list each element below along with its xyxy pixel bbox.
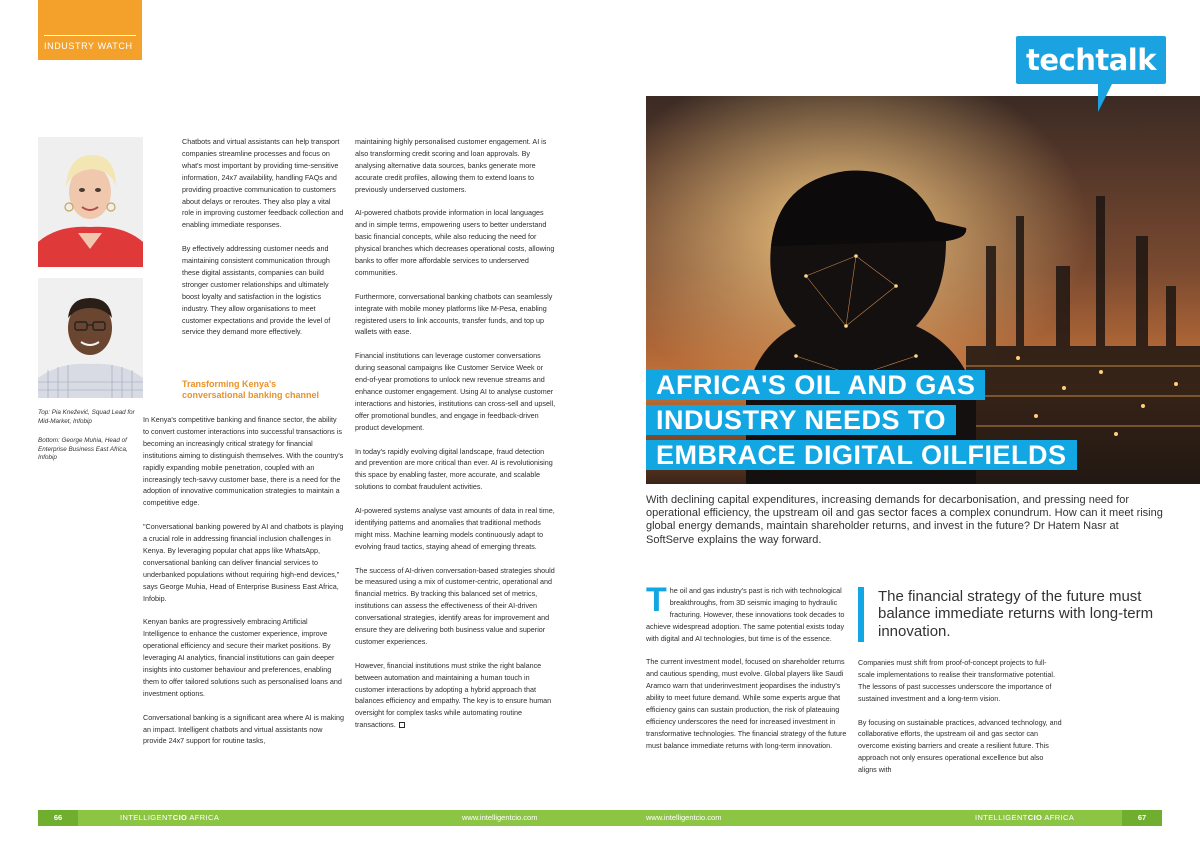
- brand-text-bold: CIO: [172, 813, 188, 822]
- brand-text-post: AFRICA: [1042, 813, 1075, 822]
- portrait-bottom-image: [38, 278, 143, 398]
- section-tag: [38, 0, 142, 60]
- body-paragraph: In today's rapidly evolving digital landscape, fraud detection and prevention are more critical than ever. AI is revolutionising this space by enabling faster, more accurate, and scalable solutions to combat fraudulent activities.: [355, 446, 553, 492]
- brand-text-pre: INTELLIGENT: [975, 813, 1028, 822]
- body-paragraph-final: [355, 660, 557, 731]
- page-number-right: 67: [1122, 810, 1162, 826]
- footer-url-right: www.intelligentcio.com: [646, 813, 722, 822]
- body-paragraph: AI-powered systems analyse vast amounts of data in real time, identifying patterns and anomalies that traditional methods might miss. Machine learning models continuously adapt to evolving fraud tactics, staying ahead of emerging threats.: [355, 506, 555, 551]
- page-number-left: 66: [38, 810, 78, 826]
- footer-brand-left: [120, 810, 219, 826]
- body-paragraph: By effectively addressing customer needs and maintaining consistent communication through these digital assistants, companies can build stronger customer relationships and ultimately boost loyalty and satisfaction in the logistics industry. They allow organisations to meet customer expectations and provide the level of service they demand more effectively.: [182, 244, 331, 337]
- portrait-top-image: [38, 137, 143, 267]
- techtalk-logo-text: techtalk: [1025, 43, 1157, 77]
- headline-line-3: EMBRACE DIGITAL OILFIELDS: [646, 440, 1077, 470]
- body-paragraph: By focusing on sustainable practices, advanced technology, and collaborative efforts, the upstream oil and gas sector can overcome existing barriers and create a resilient future. This approach not only ensures operational excellence but also aligns with: [858, 717, 1062, 775]
- body-paragraph-dropcap: [646, 581, 848, 645]
- portrait-photo-top: [38, 137, 143, 267]
- right-column-right: [858, 657, 1063, 776]
- portrait-photo-bottom: [38, 278, 143, 398]
- right-column-left: [646, 581, 848, 752]
- end-of-article-icon: [399, 722, 405, 728]
- body-paragraph: Financial institutions can leverage customer conversations during seasonal campaigns like Customer Service Week or end-of-year promotions to unlock new revenue streams and enhance customer engagement. Using AI to analyse customer interactions and histories, institutions can cross-sell and upsell, offer promotional bundles, and engage in feedback-driven product development.: [355, 351, 556, 432]
- brand-text-pre: INTELLIGENT: [120, 813, 173, 822]
- pull-quote: The financial strategy of the future must balance immediate returns with long-term innovation.: [878, 588, 1154, 640]
- body-paragraph: In Kenya's competitive banking and finance sector, the ability to convert customer interactions into successful transactions is becoming an increasingly critical strategy for financial institutions aiming to distinguish themselves. With the country's rapidly expanding mobile penetration, coupled with an increasingly tech-savvy customer base, there is a need for the adoption of innovative communication strategies to maintain a competitive edge.: [143, 415, 344, 508]
- brand-text-post: AFRICA: [187, 813, 220, 822]
- dropcap-paragraph-text: he oil and gas industry's past is rich with technological breakthroughs, from 3D seismic imaging to hydraulic fracturing. However, these innovations took decades to achieve widespread adoption. The same potential exists today with digital and AI technologies, but time is of the essence.: [646, 586, 845, 643]
- body-paragraph: Kenyan banks are progressively embracing Artificial Intelligence to enhance the customer experience, improve operational efficiency and secure their market positions. By leveraging AI analytics, financial institutions can gain deeper insights into customer behaviour and preferences, enabling them to offer tailored solutions such as personalised loans and investment options.: [143, 617, 342, 698]
- left-column-lower: [143, 414, 344, 747]
- caption-bottom: Bottom: George Muhia, Head of Enterprise Business East Africa, Infobip: [38, 437, 128, 462]
- headline-line-1: AFRICA'S OIL AND GAS: [646, 370, 985, 400]
- pull-quote-bar: [858, 587, 864, 642]
- subheading-kenya: Transforming Kenya's conversational banking channel: [182, 379, 320, 400]
- brand-text-bold: CIO: [1027, 813, 1043, 822]
- caption-top: Top: Pia Knežević, Squad Lead for Mid-Market, Infobip: [38, 409, 135, 425]
- body-paragraph: maintaining highly personalised customer engagement. AI is also transforming credit scoring and loan approvals. By analysing alternative data sources, banks generate more accurate credit profiles, allowing them to extend loans to previously underserved customers.: [355, 137, 547, 194]
- body-paragraph: AI-powered chatbots provide information in local languages and in simple terms, empowering users to better understand basic financial concepts, while also reducing the need for physical branches which decreases operational costs, allowing banks to offer more affordable services to underserved communities.: [355, 208, 555, 277]
- body-paragraph: "Conversational banking powered by AI and chatbots is playing a crucial role in addressing financial inclusion challenges in Kenya. By leveraging popular chat apps like WhatsApp, conversational banking can deliver financial services to underbanked populations without requiring high-end devices," says George Muhia, Head of Enterprise Business East Africa, Infobip.: [143, 522, 344, 603]
- footer-left: [38, 810, 600, 826]
- body-paragraph: Furthermore, conversational banking chatbots can seamlessly integrate with mobile money platforms like M-Pesa, enabling registered users to link accounts, transfer funds, and top up wallets with ease.: [355, 291, 553, 337]
- section-tag-rule: [44, 35, 136, 36]
- headline-line-2: INDUSTRY NEEDS TO: [646, 405, 956, 435]
- footer-url-left: www.intelligentcio.com: [462, 813, 538, 822]
- drop-cap: T: [646, 581, 667, 619]
- middle-column: [355, 136, 557, 731]
- left-column-upper: [182, 136, 344, 338]
- body-paragraph: The success of AI-driven conversation-based strategies should be measured using a mix of customer-centric, operational and financial metrics. By tracking this balanced set of metrics, institutions can assess the effectiveness of their AI-driven conversational strategies, identify areas for improvement and ensure they are delivering both business value and superior customer experiences.: [355, 565, 555, 646]
- article-standfirst: With declining capital expenditures, increasing demands for decarbonisation, and pressing need for operational efficiency, the upstream oil and gas sector faces a complex conundrum. How can it meet rising global energy demands, maintain shareholder returns, and invest in the future? Dr Hatem Nasr at SoftServe explains the way forward.: [646, 494, 1163, 546]
- footer-right: [600, 810, 1162, 826]
- body-paragraph: Companies must shift from proof-of-concept projects to full-scale implementations to realise their transformative potential. The lessons of past successes underscore the importance of sustained investment and a long-term vision.: [858, 658, 1055, 703]
- final-paragraph-text: However, financial institutions must strike the right balance between automation and maintaining a human touch in customer interactions by adopting a hybrid approach that balances efficiency and empathy. The key is to ensure human oversight for complex tasks while automating routine transactions.: [355, 660, 552, 730]
- body-paragraph: The current investment model, focused on shareholder returns and cautious spending, must evolve. Global players like Saudi Aramco warn that underinvestment jeopardises the industry's ability to meet future demand. While some experts argue that efficiency gains can sustain production, the risk of plateauing efficiency underscores the need for increased investment in transformative technologies. The financial strategy of the future must balance immediate returns with long-term innovation.: [646, 657, 847, 750]
- techtalk-logo-tail: [1098, 84, 1112, 112]
- footer-brand-right: [975, 810, 1074, 826]
- body-paragraph: Conversational banking is a significant area where AI is making an impact. Intelligent chatbots and virtual assistants now provide 24x7 support for routine tasks,: [143, 712, 344, 746]
- section-tag-label: INDUSTRY WATCH: [44, 41, 133, 51]
- body-paragraph: Chatbots and virtual assistants can help transport companies streamline processes and focus on what's most important by providing time-sensitive information, 24x7 availability, handling FAQs and providing proactive communication to customers about delays or reroutes. They also play a vital role in improving customer feedback collection and enabling immediate responses.: [182, 137, 344, 230]
